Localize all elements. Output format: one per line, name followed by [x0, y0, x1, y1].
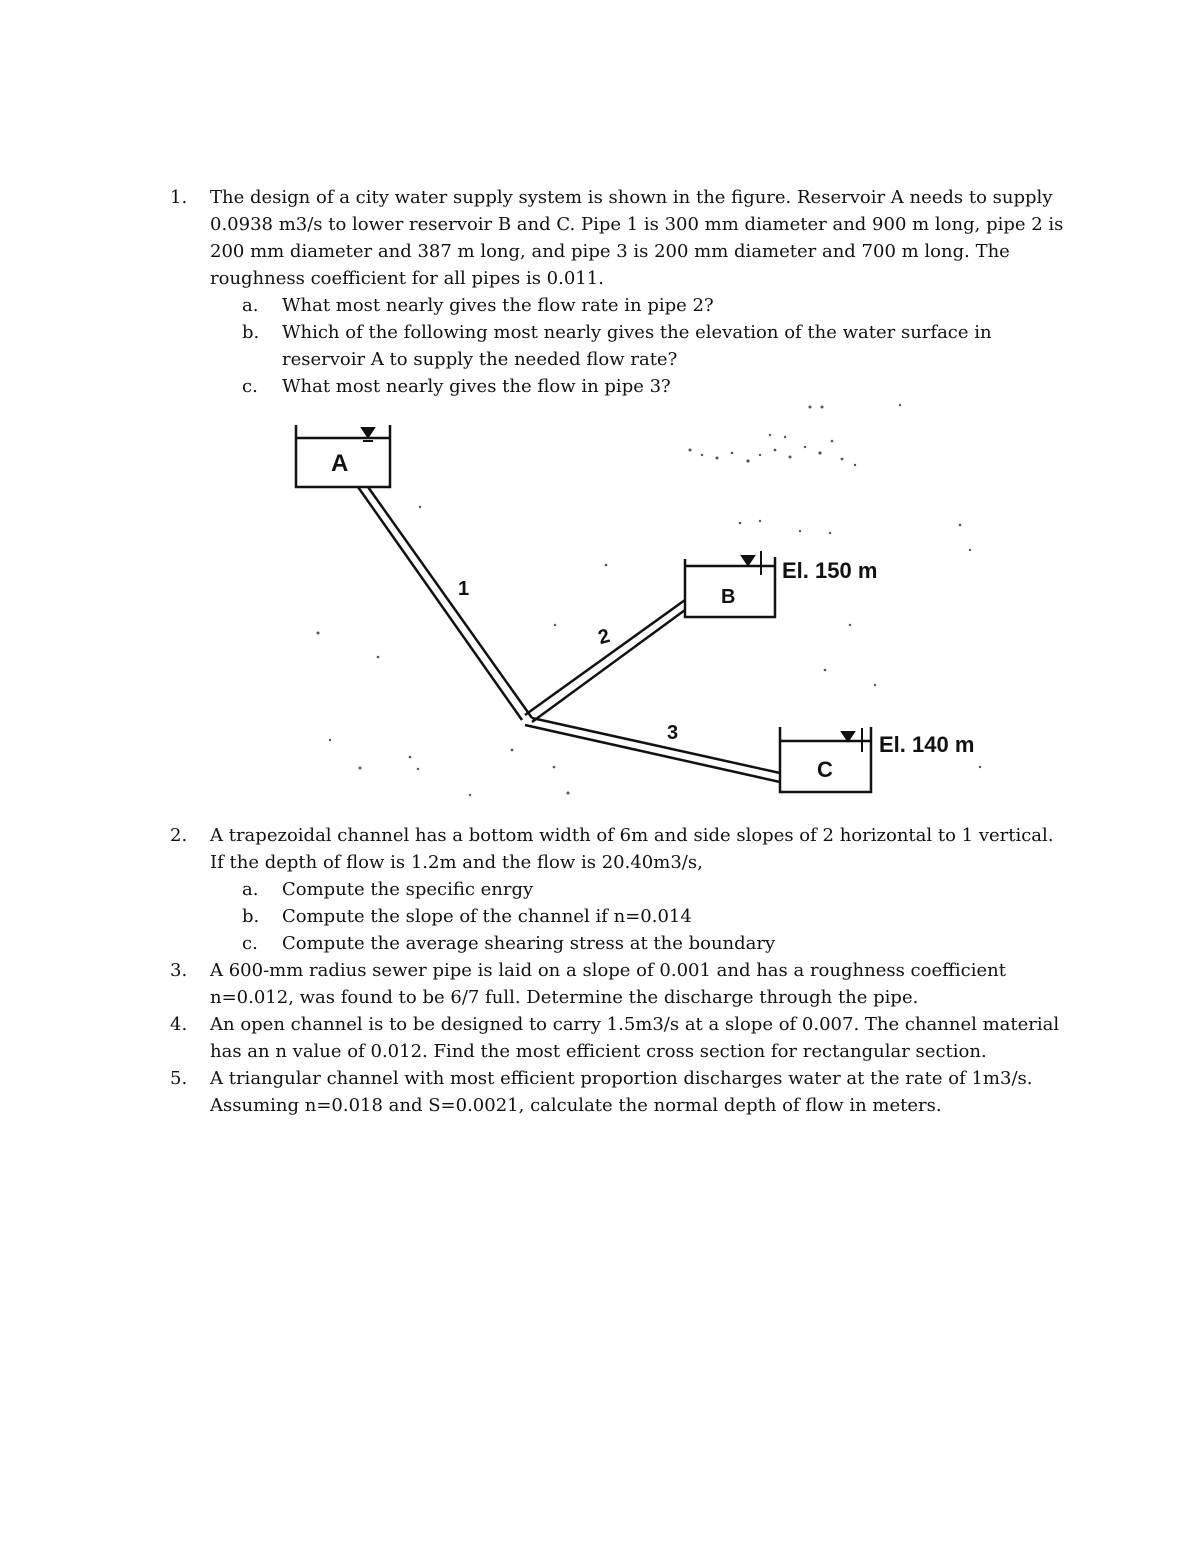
problem-text: An open channel is to be designed to carry 1.5m3/s at a slope of 0.007. The channel material has an n value of 0.012. Find the most efficient cross section for rectangular section. — [210, 1014, 1060, 1062]
pipe-2-label: 2 — [595, 624, 613, 650]
pipe-3-wall-upper — [532, 718, 780, 773]
problem-1 — [170, 184, 1070, 400]
sub-text: What most nearly gives the flow rate in pipe 2? — [282, 295, 714, 316]
reservoir-pipe-figure — [270, 395, 1020, 815]
problem-text: A triangular channel with most efficient proportion discharges water at the rate of 1m3/s. Assuming n=0.018 and S=0.0021, calculate the normal depth of flow in meters. — [210, 1068, 1033, 1116]
problem-text: A 600-mm radius sewer pipe is laid on a slope of 0.001 and has a roughness coefficient n=0.012, was found to be 6/7 full. Determine the discharge through the pipe. — [210, 960, 1006, 1008]
pipe-1-wall-right — [368, 487, 532, 718]
sub-text: What most nearly gives the flow in pipe 3? — [282, 376, 671, 397]
pipe-3-wall-lower — [525, 725, 780, 782]
reservoir-b-elevation: El. 150 m — [782, 558, 878, 583]
problem-text: A trapezoidal channel has a bottom width of 6m and side slopes of 2 horizontal to 1 vertical. If the depth of flow is 1.2m and the flow is 20.40m3/s, — [210, 825, 1054, 873]
problem-number: 4. — [170, 1014, 188, 1035]
sub-letter: b. — [242, 322, 260, 343]
sub-letter: a. — [242, 879, 259, 900]
problems-2-to-5 — [170, 822, 1070, 1119]
sub-question-a — [242, 292, 1070, 319]
water-level-triangle-icon — [362, 428, 374, 437]
problem-number: 5. — [170, 1068, 188, 1089]
sub-text: Compute the slope of the channel if n=0.014 — [282, 906, 692, 927]
sub-question-c — [242, 930, 1070, 957]
pipe-2-wall-upper — [525, 600, 685, 715]
pipe-3-label: 3 — [667, 722, 679, 744]
sub-letter: c. — [242, 933, 258, 954]
problem-5 — [170, 1065, 1070, 1119]
sub-text: Which of the following most nearly gives the elevation of the water surface in reservoir A to supply the needed flow rate? — [282, 322, 992, 370]
sub-letter: b. — [242, 906, 260, 927]
problem-2 — [170, 822, 1070, 876]
sub-text: Compute the specific enrgy — [282, 879, 534, 900]
pipe-1-label: 1 — [458, 578, 470, 600]
pipe-2-wall-lower — [532, 610, 685, 722]
water-level-triangle-icon — [742, 556, 754, 565]
sub-question-b — [242, 319, 1070, 373]
sub-letter: c. — [242, 376, 258, 397]
problem-4 — [170, 1011, 1070, 1065]
problem-number: 1. — [170, 187, 188, 208]
problem-number: 2. — [170, 825, 188, 846]
sub-question-a — [242, 876, 1070, 903]
sub-text: Compute the average shearing stress at the boundary — [282, 933, 776, 954]
pipe-1-wall-left — [358, 487, 522, 720]
reservoir-a-label: A — [331, 450, 349, 477]
water-level-triangle-icon — [842, 732, 854, 741]
sub-letter: a. — [242, 295, 259, 316]
reservoir-c-elevation: El. 140 m — [879, 732, 975, 757]
sub-question-b — [242, 903, 1070, 930]
problem-3 — [170, 957, 1070, 1011]
reservoir-b-label: B — [721, 586, 736, 608]
reservoir-c-label: C — [817, 757, 833, 782]
problem-number: 3. — [170, 960, 188, 981]
problem-text: The design of a city water supply system is shown in the figure. Reservoir A needs to supply 0.0938 m3/s to lower reservoir B and C. Pipe 1 is 300 mm diameter and 900 m long, pipe 2 is 200 mm diameter and 387 m long, and pipe 3 is 200 mm diameter and 700 m long. The roughness coefficient for all pipes is 0.011. — [210, 187, 1064, 289]
